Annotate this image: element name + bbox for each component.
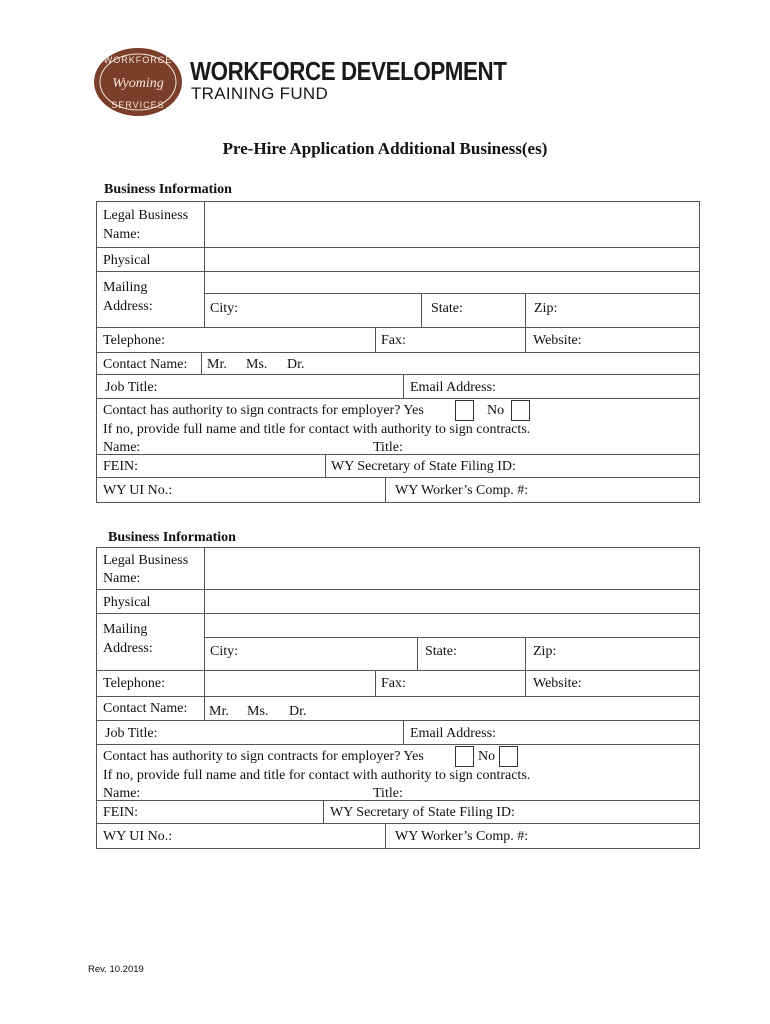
title-option-ms[interactable]: Ms. <box>247 704 269 719</box>
divider <box>204 293 699 294</box>
title-option-mr[interactable]: Mr. <box>209 704 229 719</box>
physical-address-field[interactable] <box>204 590 699 613</box>
contact-name-label: Contact Name: <box>103 701 188 716</box>
job-title-row <box>97 721 699 745</box>
logo-text-top: WORKFORCE <box>103 55 173 65</box>
divider <box>525 671 526 696</box>
fein-label: FEIN: <box>103 805 138 820</box>
authority-instruction: If no, provide full name and title for contact with authority to sign contracts. <box>103 422 531 437</box>
contact-name-row <box>97 353 699 375</box>
city-label: City: <box>210 644 239 659</box>
zip-label: Zip: <box>534 301 558 316</box>
job-title-row <box>97 375 699 399</box>
legal-name-row <box>97 548 699 590</box>
title-option-ms[interactable]: Ms. <box>246 357 268 372</box>
contact-name-field[interactable] <box>201 353 699 374</box>
city-label: City: <box>210 301 239 316</box>
telephone-row <box>97 328 699 353</box>
physical-label: Physical <box>103 253 151 268</box>
fax-label: Fax: <box>381 333 406 348</box>
authority-instruction: If no, provide full name and title for contact with authority to sign contracts. <box>103 768 531 783</box>
email-label: Email Address: <box>410 726 496 741</box>
mailing-label: Mailing Address: <box>103 280 153 314</box>
section-heading: Business Information <box>104 182 232 197</box>
divider <box>525 328 526 352</box>
title-option-dr[interactable]: Dr. <box>287 357 305 372</box>
divider <box>417 637 418 670</box>
revision-label: Rev. 10.2019 <box>88 964 144 975</box>
section-heading: Business Information <box>108 530 236 545</box>
divider <box>403 375 404 398</box>
business-form-2 <box>96 547 700 849</box>
authority-question: Contact has authority to sign contracts for employer? Yes <box>103 749 424 764</box>
physical-row <box>97 248 699 272</box>
contact-name-label: Contact Name: <box>103 357 188 372</box>
authority-row <box>97 399 699 455</box>
mailing-label: Mailing Address: <box>103 622 153 656</box>
sos-filing-label: WY Secretary of State Filing ID: <box>331 459 516 474</box>
workforce-services-logo <box>92 46 184 118</box>
title-option-mr[interactable]: Mr. <box>207 357 227 372</box>
divider <box>204 637 699 638</box>
legal-name-label: Legal Business Name: <box>103 208 189 242</box>
telephone-label: Telephone: <box>103 676 165 691</box>
divider <box>375 328 376 352</box>
state-label: State: <box>431 301 463 316</box>
legal-name-field[interactable] <box>204 202 699 247</box>
divider <box>204 671 205 696</box>
physical-address-field[interactable] <box>204 248 699 271</box>
authority-name-label: Name: <box>103 786 141 801</box>
business-form-1 <box>96 201 700 503</box>
brand-subtitle: TRAINING FUND <box>191 84 329 103</box>
zip-label: Zip: <box>533 644 557 659</box>
authority-name-label: Name: <box>103 440 141 455</box>
legal-name-field[interactable] <box>204 548 699 589</box>
mailing-address-field[interactable] <box>204 614 699 670</box>
physical-label: Physical <box>103 595 151 610</box>
workers-comp-label: WY Worker’s Comp. #: <box>395 829 529 844</box>
fein-row <box>97 801 699 824</box>
state-label: State: <box>425 644 457 659</box>
divider <box>375 671 376 696</box>
physical-row <box>97 590 699 614</box>
logo-text-bottom: SERVICES <box>111 100 165 110</box>
authority-row <box>97 745 699 801</box>
ui-row <box>97 824 699 848</box>
authority-yes-checkbox[interactable] <box>455 746 474 767</box>
website-label: Website: <box>533 676 582 691</box>
legal-name-label: Legal Business Name: <box>103 553 189 586</box>
authority-no-label: No <box>478 749 496 764</box>
authority-title-label: Title: <box>373 440 403 455</box>
website-label: Website: <box>533 333 582 348</box>
legal-name-row <box>97 202 699 248</box>
sos-filing-label: WY Secretary of State Filing ID: <box>330 805 515 820</box>
brand-title: WORKFORCE DEVELOPMENT <box>190 56 507 86</box>
ui-row <box>97 478 699 502</box>
ui-label: WY UI No.: <box>103 829 173 844</box>
ui-label: WY UI No.: <box>103 483 173 498</box>
contact-name-row <box>97 697 699 721</box>
divider <box>525 293 526 327</box>
mailing-row <box>97 614 699 671</box>
logo-text-middle: Wyoming <box>112 76 164 91</box>
authority-yes-checkbox[interactable] <box>455 400 474 421</box>
authority-no-label: No <box>487 403 505 418</box>
divider <box>525 637 526 670</box>
document-title: Pre-Hire Application Additional Business(es) <box>222 139 548 158</box>
divider <box>403 721 404 744</box>
fax-label: Fax: <box>381 676 406 691</box>
email-label: Email Address: <box>410 380 496 395</box>
mailing-row <box>97 272 699 328</box>
divider <box>421 293 422 327</box>
fein-label: FEIN: <box>103 459 138 474</box>
authority-no-checkbox[interactable] <box>499 746 518 767</box>
telephone-label: Telephone: <box>103 333 165 348</box>
workers-comp-label: WY Worker’s Comp. #: <box>395 483 529 498</box>
authority-no-checkbox[interactable] <box>511 400 530 421</box>
job-title-label: Job Title: <box>105 726 158 741</box>
telephone-row <box>97 671 699 697</box>
title-option-dr[interactable]: Dr. <box>289 704 307 719</box>
fein-row <box>97 455 699 478</box>
authority-question: Contact has authority to sign contracts for employer? Yes <box>103 403 424 418</box>
job-title-label: Job Title: <box>105 380 158 395</box>
authority-title-label: Title: <box>373 786 403 801</box>
contact-name-field[interactable] <box>204 697 699 720</box>
